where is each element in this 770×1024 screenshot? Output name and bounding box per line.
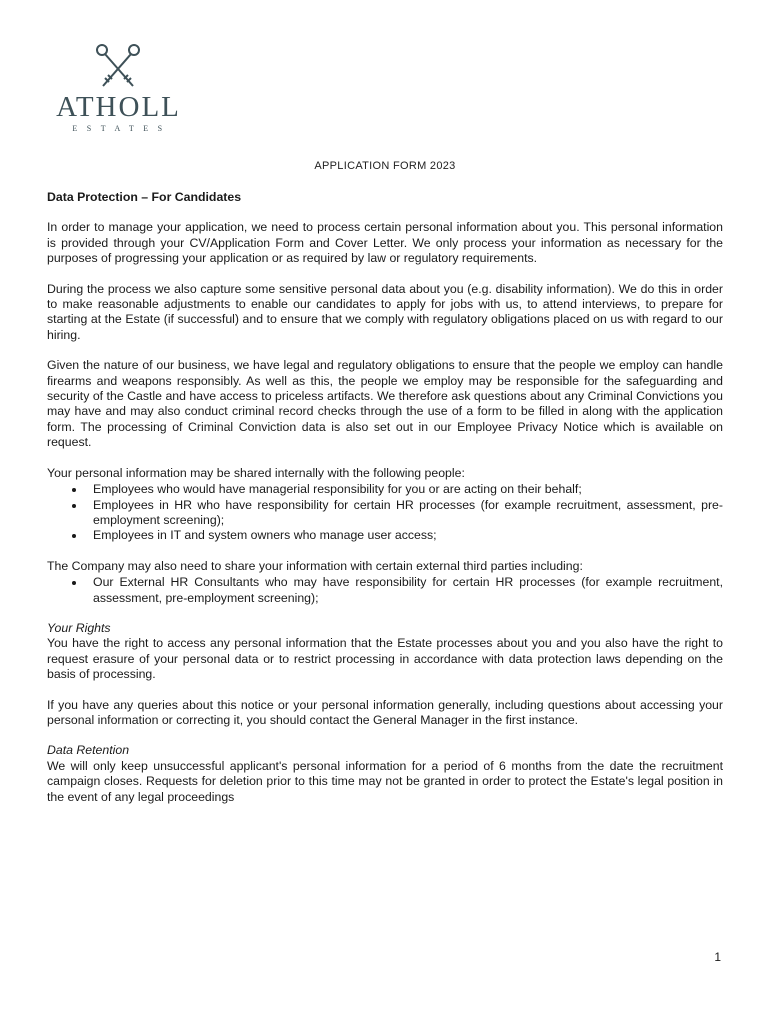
atholl-estates-logo (46, 42, 191, 134)
page-number: 1 (714, 950, 721, 964)
logo-wordmark: ATHOLL (56, 91, 181, 123)
list-item: Employees in IT and system owners who manage user access; (93, 528, 723, 543)
paragraph-retention: We will only keep unsuccessful applicant's personal information for a period of 6 months from the date the recruitment campaign closes. Requests for deletion prior to this time may not be granted in order to protect the Estate's legal position in the event of any legal proceedings (47, 758, 723, 804)
crossed-keys-icon (93, 42, 143, 92)
logo-subtitle: ESTATES (72, 124, 172, 133)
paragraph-external-sharing: The Company may also need to share your information with certain external third parties including: (47, 558, 583, 573)
paragraph-internal-sharing: Your personal information may be shared internally with the following people: (47, 465, 465, 480)
internal-sharing-list (47, 482, 723, 544)
external-sharing-list (47, 575, 723, 606)
data-retention-heading: Data Retention (47, 743, 130, 758)
list-item: Employees who would have managerial responsibility for you or are acting on their behalf; (93, 482, 723, 497)
paragraph-sensitive-data: During the process we also capture some sensitive personal data about you (e.g. disability information). We do this in order to make reasonable adjustments to enable our candidates to apply for jobs with us, to attend interviews, to prepare for starting at the Estate (if successful) and to ensure that we comply with regulatory obligations placed on us with regard to our hiring. (47, 281, 723, 342)
form-title: APPLICATION FORM 2023 (314, 160, 456, 172)
paragraph-rights: You have the right to access any personal information that the Estate processes about you and you also have the right to request erasure of your personal data or to restrict processing in accordance with data protection laws depending on the basis of processing. (47, 636, 723, 682)
section-heading: Data Protection – For Candidates (47, 190, 242, 204)
paragraph-queries: If you have any queries about this notice or your personal information generally, including questions about accessing your personal information or correcting it, you should contact the General Manager in the first instance. (47, 697, 723, 727)
paragraph-intro: In order to manage your application, we need to process certain personal information about you. This personal information is provided through your CV/Application Form and Cover Letter. We only process your information as necessary for the purposes of progressing your application or as required by law or regulatory requirements. (47, 220, 723, 266)
privacy-notice-body (47, 190, 723, 820)
list-item: Our External HR Consultants who may have responsibility for certain HR processes (for example recruitment, assessment, pre-employment screening); (93, 575, 723, 605)
paragraph-criminal-convictions: Given the nature of our business, we have legal and regulatory obligations to ensure that the people we employ can handle firearms and weapons responsibly. As well as this, the people we employ may be responsible for the safeguarding and security of the Castle and have access to priceless artifacts. We therefore ask questions about any Criminal Convictions you may have and may also conduct criminal record checks through the use of a form to be filled in along with the application form. The processing of Criminal Conviction data is also set out in our Employee Privacy Notice which is available on request. (47, 358, 723, 450)
your-rights-heading: Your Rights (47, 620, 111, 635)
list-item: Employees in HR who have responsibility for certain HR processes (for example recruitment, assessment, pre-employment screening); (93, 497, 723, 527)
